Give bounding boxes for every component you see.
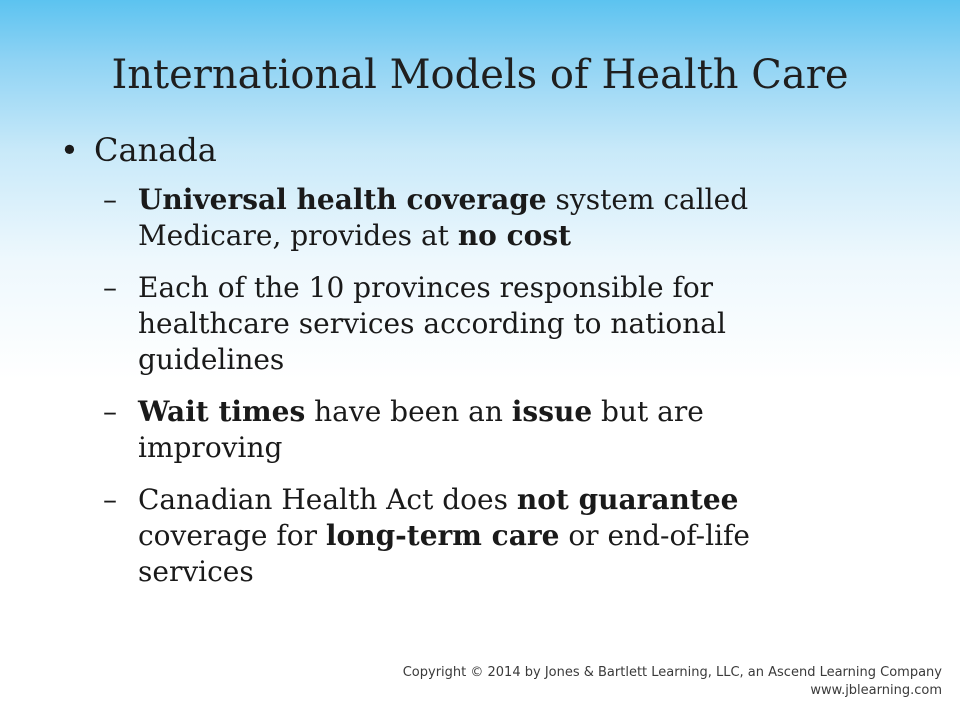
- dash: –: [103, 271, 117, 304]
- text-run: or end-of-life services: [138, 519, 750, 588]
- dash: –: [103, 395, 117, 428]
- text-run: have been an: [305, 395, 512, 428]
- text-run: Each of the 10 provinces responsible for healthcare services according to national guidelines: [138, 271, 726, 376]
- footer: [403, 664, 942, 700]
- sub-bullet: [103, 182, 823, 254]
- text-run: coverage for: [138, 519, 326, 552]
- dash: –: [103, 183, 117, 216]
- bullet-dot: •: [60, 131, 79, 169]
- text-run: long-term care: [325, 519, 560, 552]
- bullet-text: Canada: [94, 131, 217, 169]
- slide-title: International Models of Health Care: [111, 52, 849, 98]
- text-run: not guarantee: [516, 483, 739, 516]
- copyright-text: Copyright © 2014 by Jones & Bartlett Learning, LLC, an Ascend Learning Company: [402, 665, 942, 680]
- sub-bullet: [103, 394, 823, 466]
- text-run: Wait times: [138, 395, 306, 428]
- text-run: system called Medicare, provides at: [138, 183, 749, 252]
- bullet-canada: [60, 128, 217, 172]
- footer-url: www.jblearning.com: [810, 683, 942, 698]
- text-run: no cost: [457, 219, 572, 252]
- text-run: Universal health coverage: [138, 183, 547, 216]
- sub-bullet: [103, 482, 823, 590]
- sub-bullet: [103, 270, 823, 378]
- sub-bullet-list: [103, 182, 823, 606]
- text-run: Canadian Health Act does: [138, 483, 517, 516]
- text-run: but are improving: [138, 395, 704, 464]
- text-run: issue: [511, 395, 593, 428]
- dash: –: [103, 483, 117, 516]
